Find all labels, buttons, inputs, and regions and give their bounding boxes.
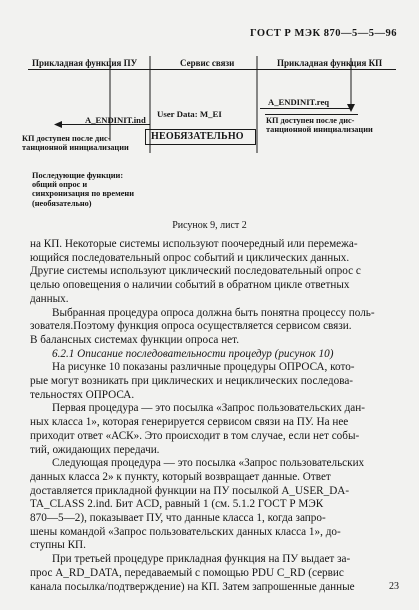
paragraph: на КП. Некоторые системы используют поочередный или перемежа- ющийся последовательный опрос событий и циклических данных. Другие системы используют циклический последовательный опрос с целью оповещения о наличии событий в обратном цикле ответных данных. bbox=[30, 238, 361, 305]
section-heading: 6.2.1 Описание последовательности процедур (рисунок 10) bbox=[52, 347, 334, 360]
document-id: ГОСТ Р МЭК 870—5—5—96 bbox=[250, 28, 397, 39]
paragraph: Следующая процедура — это посылка «Запрос пользовательских данных класса 2» к пункту, который возвращает данные. Ответ доставляется прикладной функции на ПУ посылкой A_USER_DA- TA_CLASS 2.ind. Бит ACD, равный 1 (см. 5.1.2 ГОСТ Р МЭК 870—5—2), показывает ПУ, что данные класса 1, когда запро- шены командой «Запрос пользовательских данных класса 1», до- ступны КП. bbox=[30, 457, 365, 552]
page-number: 23 bbox=[389, 581, 399, 592]
paragraph: Первая процедура — это посылка «Запрос пользовательских дан- ных класса 1», которая генерируется сервисом связи на ПУ. На нее приходит ответ «АСК». Это происходит в том случае, если нет собы- тий, ожидающих передачи. bbox=[30, 402, 365, 456]
paragraph: На рисунке 10 показаны различные процедуры ОПРОСА, кото- рые могут возникать при циклических и нециклических последова- тельностях ОПРОСА. bbox=[30, 361, 355, 401]
req-label: A_ENDINIT.req bbox=[268, 97, 330, 107]
paragraph: Выбранная процедура опроса должна быть понятна процессу поль- зователя.Поэтому функция опроса осуществляется сервисом связи. В балансных системах функции опроса нет. bbox=[30, 306, 375, 346]
column-header-outstation: Прикладная функция КП bbox=[277, 58, 383, 68]
followup-functions: Последующие функции: общий опрос и синхронизация по времени (необязательно) bbox=[32, 171, 134, 208]
paragraph: При третьей процедуре прикладная функция на ПУ выдает за- прос A_RD_DATA, передаваемый с помощью PDU C_RD (сервис канала посылка/подтверждение) на КП. Затем запрошенные данные bbox=[30, 553, 355, 593]
column-header-master: Прикладная функция ПУ bbox=[32, 58, 138, 68]
optional-label: НЕОБЯЗАТЕЛЬНО bbox=[151, 131, 244, 142]
body-text bbox=[30, 238, 386, 594]
ind-label: A_ENDINIT.ind bbox=[85, 115, 146, 125]
column-header-link-service: Сервис связи bbox=[180, 58, 235, 68]
outstation-note: КП доступен после дис- танционной инициализации bbox=[266, 116, 373, 135]
user-data-label: User Data: M_EI bbox=[157, 109, 222, 119]
figure-caption: Рисунок 9, лист 2 bbox=[172, 220, 247, 231]
master-note: КП доступен после дис- танционной инициализации bbox=[22, 134, 129, 153]
